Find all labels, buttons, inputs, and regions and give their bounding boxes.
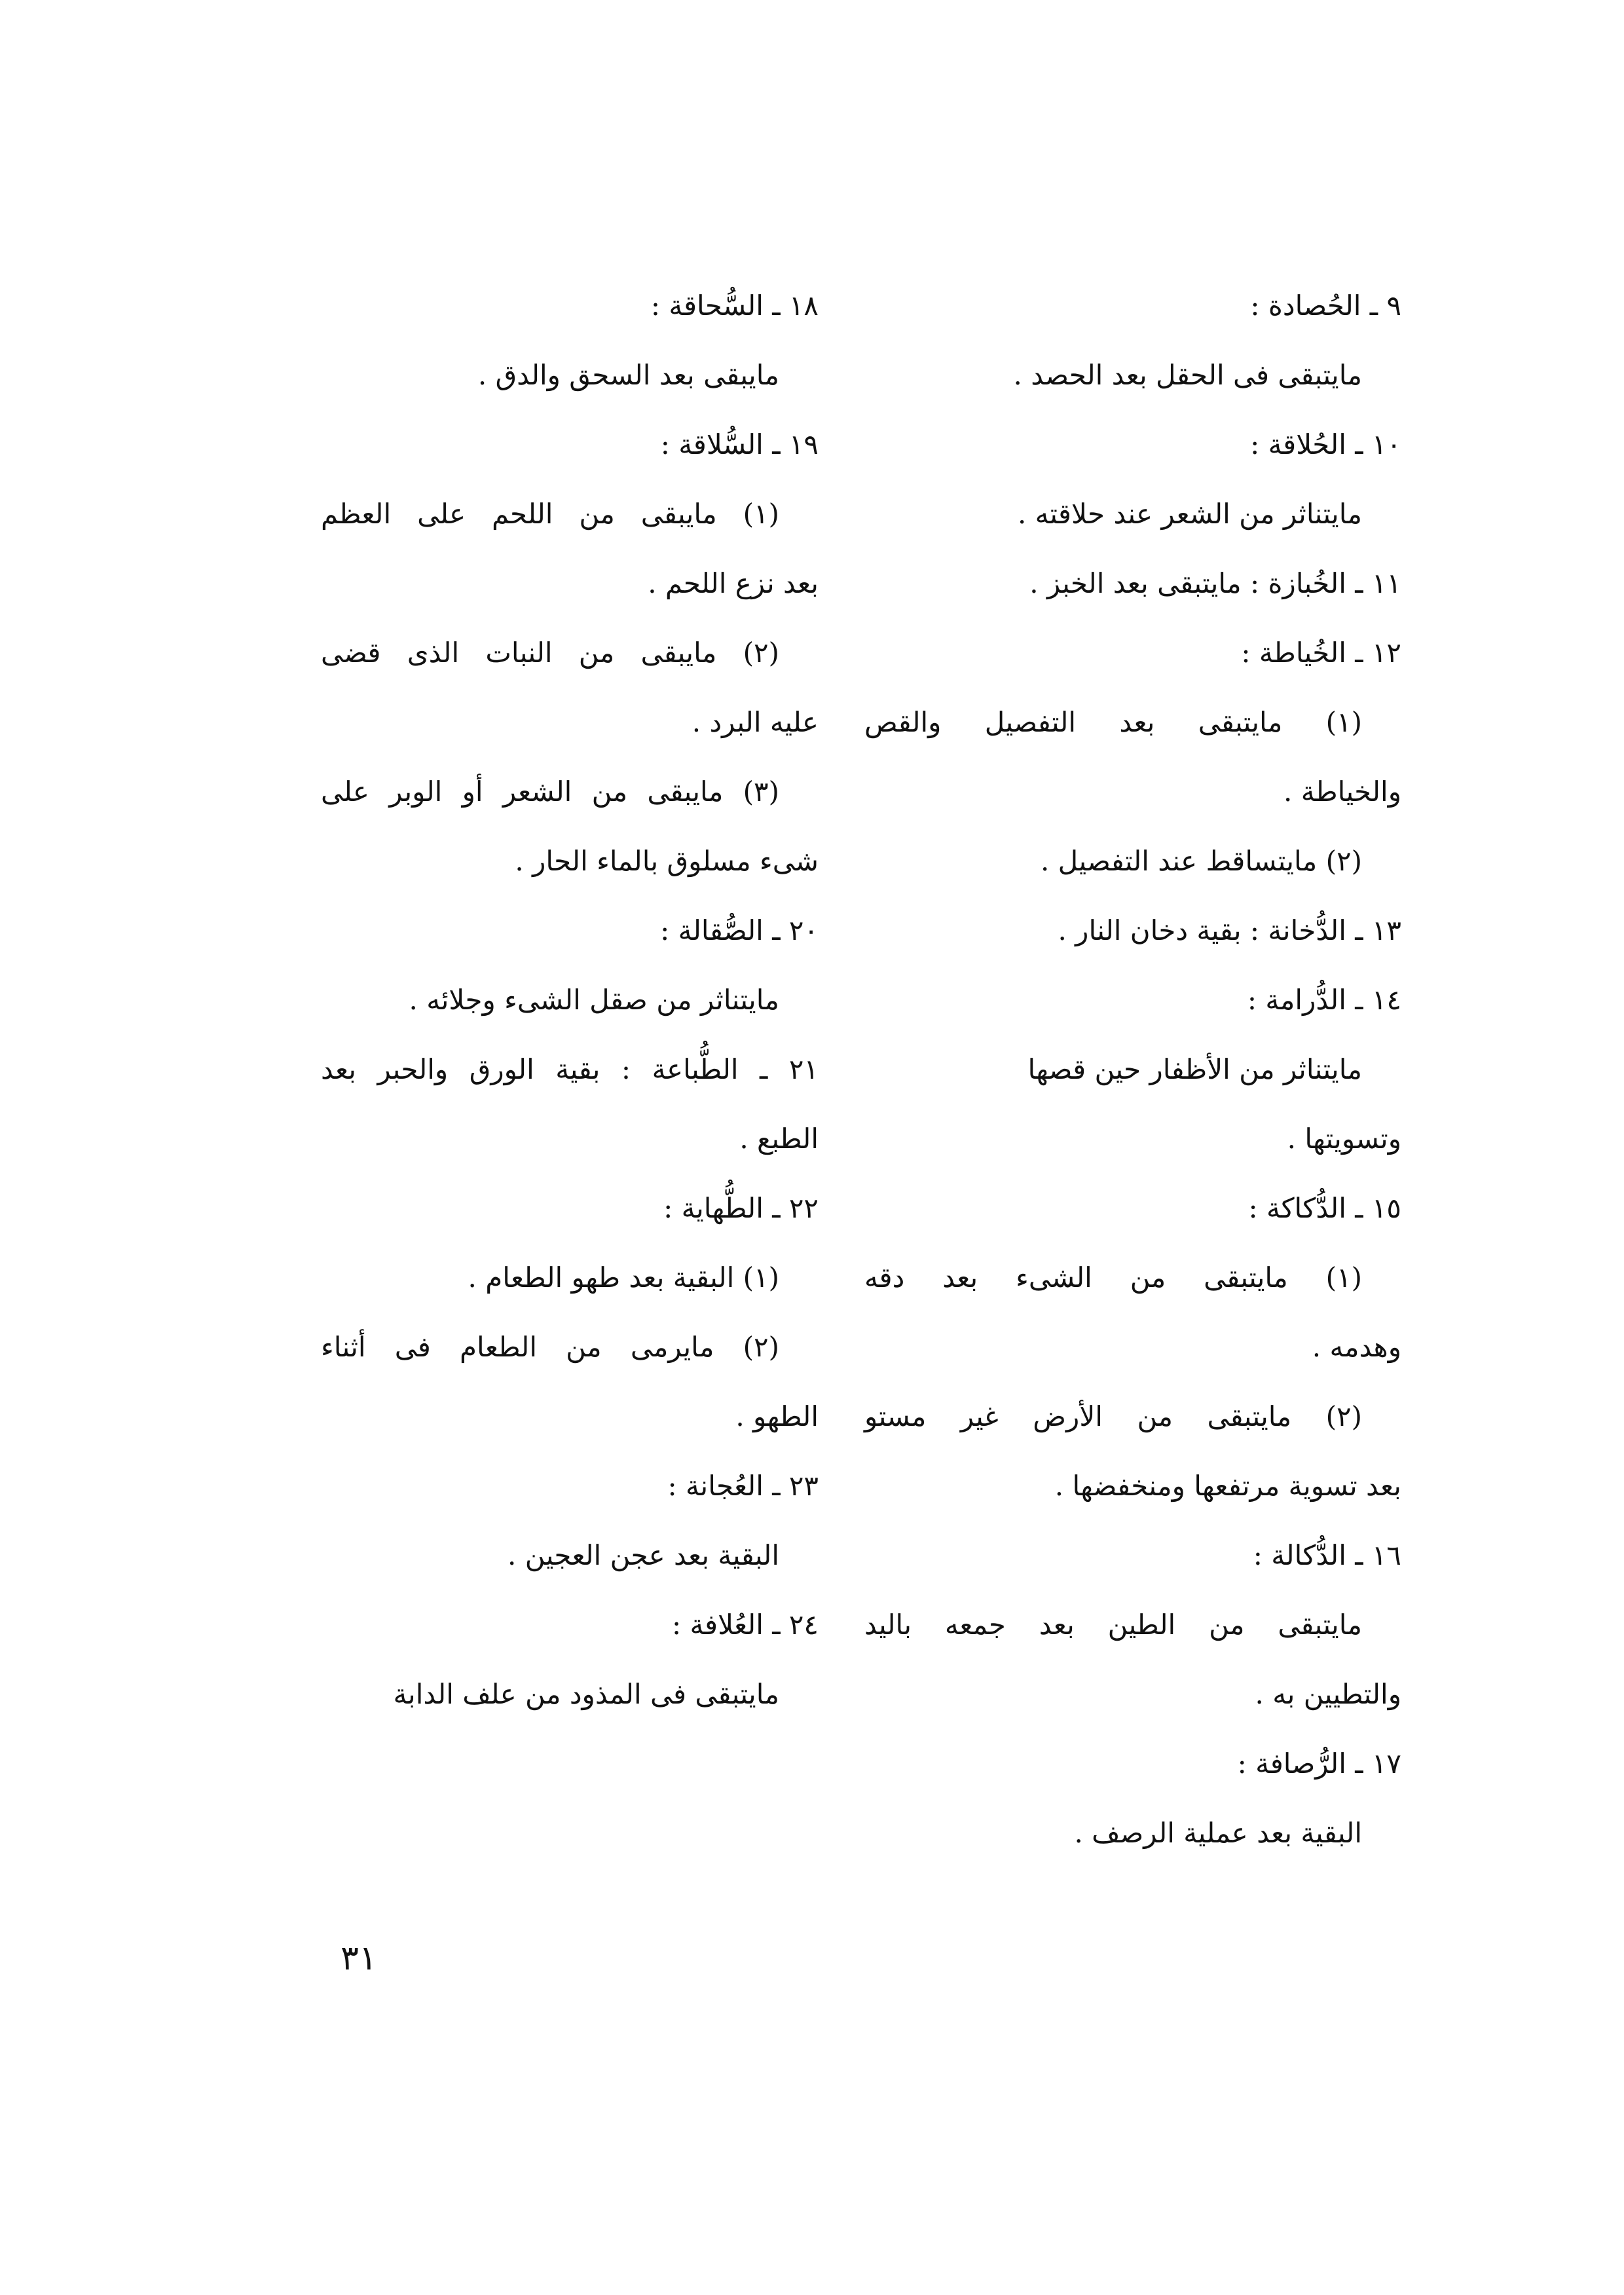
entry-heading: ٩ ـ الحُصادة : bbox=[1250, 289, 1401, 322]
definition-line: مايتبقى فى الحقل بعد الحصد . bbox=[1013, 359, 1362, 391]
entry-heading: ٢٤ ـ العُلافة : bbox=[671, 1609, 819, 1641]
entry-heading: ٢٢ ـ الطُّهاية : bbox=[663, 1192, 819, 1224]
page-number: ٣١ bbox=[341, 1939, 377, 1978]
entry-heading: ٢١ ـ الطُّباعة : بقية الورق والحبر بعد bbox=[321, 1053, 819, 1085]
entry-heading: ١٧ ـ الرُّصافة : bbox=[1237, 1747, 1401, 1780]
left-column bbox=[321, 288, 819, 1746]
definition-line: (١) مايتبقى من الشىء بعد دقه bbox=[864, 1261, 1362, 1294]
entry-heading: ١٨ ـ السُّحاقة : bbox=[650, 289, 819, 322]
definition-continuation: الطهو . bbox=[735, 1400, 819, 1432]
entry-heading: ١٦ ـ الدُّكالة : bbox=[1253, 1539, 1401, 1571]
entry-heading: ١٢ ـ الخُياطة : bbox=[1241, 637, 1401, 669]
definition-line: مايتناثر من صقل الشىء وجلائه . bbox=[409, 984, 779, 1016]
entry-heading: ١٩ ـ السُّلاقة : bbox=[660, 428, 819, 460]
definition-line: (٢) مايتساقط عند التفصيل . bbox=[1040, 845, 1362, 877]
definition-line: (٢) مايبقى من النبات الذى قضى bbox=[321, 637, 779, 669]
right-column bbox=[864, 288, 1401, 1885]
definition-line: (٣) مايبقى من الشعر أو الوبر على bbox=[321, 775, 779, 808]
definition-line: (٢) مايتبقى من الأرض غير مستو bbox=[864, 1400, 1362, 1432]
entry-heading: ١٥ ـ الدُّكاكة : bbox=[1248, 1192, 1401, 1224]
entry-heading: ١٤ ـ الدُّرامة : bbox=[1247, 984, 1401, 1016]
entry-heading: ٢٠ ـ الصُّقالة : bbox=[660, 914, 819, 946]
definition-continuation: والتطيين به . bbox=[1255, 1678, 1401, 1710]
definition-line: البقية بعد عملية الرصف . bbox=[1074, 1817, 1362, 1849]
entry-heading: ١٠ ـ الحُلاقة : bbox=[1250, 428, 1401, 460]
definition-line: مايتبقى من الطين بعد جمعه باليد bbox=[864, 1609, 1362, 1641]
definition-line: مايتناثر من الأظفار حين قصها bbox=[1027, 1053, 1362, 1085]
entry-heading: ٢٣ ـ العُجانة : bbox=[667, 1470, 819, 1502]
entry-heading: ١٣ ـ الدُّخانة : بقية دخان النار . bbox=[1058, 914, 1401, 946]
definition-continuation: الطبع . bbox=[739, 1123, 819, 1155]
definition-continuation: شىء مسلوق بالماء الحار . bbox=[515, 845, 819, 877]
definition-continuation: والخياطة . bbox=[1283, 775, 1401, 808]
definition-line: مايتناثر من الشعر عند حلاقته . bbox=[1017, 498, 1362, 530]
definition-line: (٢) مايرمى من الطعام فى أثناء bbox=[321, 1331, 779, 1363]
definition-continuation: بعد تسوية مرتفعها ومنخفضها . bbox=[1054, 1470, 1401, 1502]
definition-line: (١) البقية بعد طهو الطعام . bbox=[468, 1261, 779, 1294]
definition-continuation: وتسويتها . bbox=[1287, 1123, 1401, 1155]
definition-line: (١) مايتبقى بعد التفصيل والقص bbox=[864, 706, 1362, 738]
definition-line: مايتبقى فى المذود من علف الدابة bbox=[393, 1678, 779, 1710]
definition-line: مايبقى بعد السحق والدق . bbox=[477, 359, 779, 391]
definition-continuation: عليه البرد . bbox=[692, 706, 819, 738]
definition-line: (١) مايبقى من اللحم على العظم bbox=[321, 498, 779, 530]
definition-line: البقية بعد عجن العجين . bbox=[507, 1539, 779, 1571]
definition-continuation: بعد نزع اللحم . bbox=[648, 567, 819, 599]
entry-heading: ١١ ـ الخُبازة : مايتبقى بعد الخبز . bbox=[1029, 567, 1401, 599]
definition-continuation: وهدمه . bbox=[1312, 1331, 1401, 1363]
